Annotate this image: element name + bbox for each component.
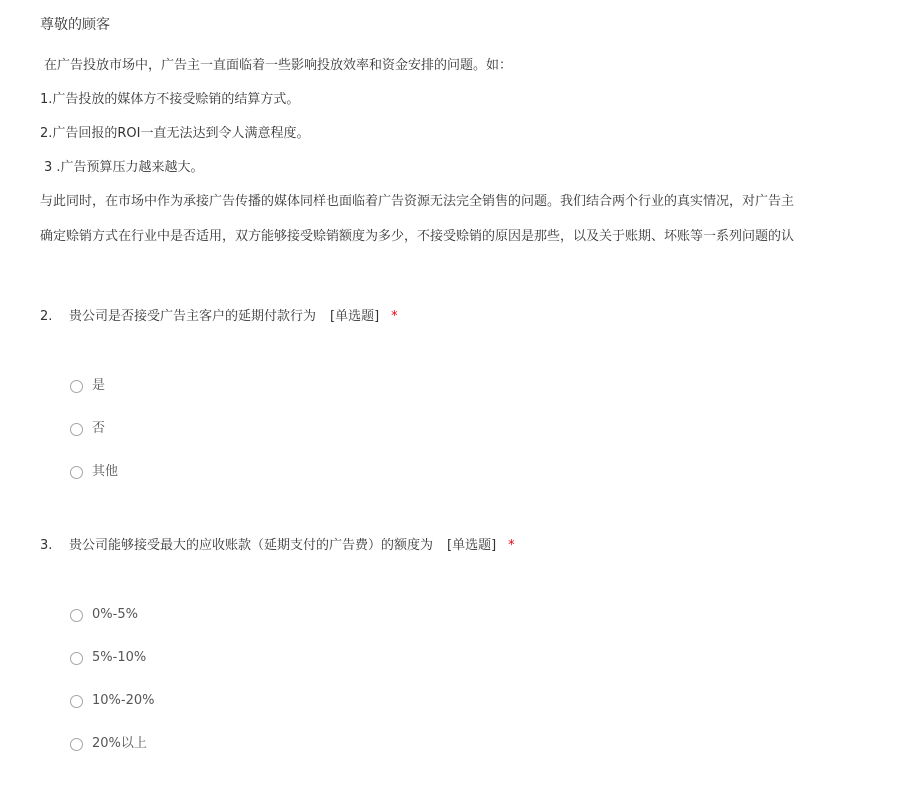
survey-intro — [40, 0, 900, 260]
question-number: 2. — [40, 309, 53, 324]
radio-icon[interactable] — [70, 466, 83, 479]
question-type-badge: [单选题] — [330, 309, 380, 324]
question-text: 贵公司是否接受广告主客户的延期付款行为 — [69, 309, 317, 324]
radio-icon[interactable] — [70, 652, 83, 665]
option-label: 其他 — [92, 464, 119, 479]
option-10-20[interactable] — [70, 691, 154, 711]
intro-paragraph: 1.广告投放的媒体方不接受赊销的结算方式。 — [40, 92, 300, 107]
option-no[interactable] — [70, 419, 105, 439]
option-0-5[interactable] — [70, 605, 138, 625]
option-yes[interactable] — [70, 376, 105, 396]
required-mark: * — [508, 538, 515, 553]
option-label: 否 — [92, 421, 106, 436]
option-5-10[interactable] — [70, 648, 146, 668]
radio-icon[interactable] — [70, 423, 83, 436]
option-label: 10%-20% — [92, 693, 155, 708]
radio-icon[interactable] — [70, 738, 83, 751]
question-title — [40, 307, 398, 327]
option-other[interactable] — [70, 462, 118, 482]
greeting-text: 尊敬的顾客 — [40, 17, 110, 33]
radio-icon[interactable] — [70, 695, 83, 708]
intro-paragraph: 确定赊销方式在行业中是否适用，双方能够接受赊销额度为多少，不接受赊销的原因是那些，以及关于账期、坏账等一系列问题的认 — [40, 229, 795, 244]
option-20-plus[interactable] — [70, 734, 147, 754]
radio-icon[interactable] — [70, 609, 83, 622]
question-3 — [40, 536, 900, 766]
option-label: 0%-5% — [92, 607, 138, 622]
question-title — [40, 536, 515, 556]
question-text: 贵公司能够接受最大的应收账款（延期支付的广告费）的额度为 — [69, 538, 434, 553]
intro-paragraph: 在广告投放市场中，广告主一直面临着一些影响投放效率和资金安排的问题。如： — [44, 58, 513, 73]
question-number: 3. — [40, 538, 53, 553]
option-label: 是 — [92, 378, 106, 393]
intro-paragraph: 3 .广告预算压力越来越大。 — [44, 160, 204, 175]
required-mark: * — [391, 309, 398, 324]
intro-paragraph: 与此同时，在市场中作为承接广告传播的媒体同样也面临着广告资源无法完全销售的问题。我们结合两个行业的真实情况，对广告主 — [40, 194, 795, 209]
question-type-badge: [单选题] — [447, 538, 497, 553]
radio-icon[interactable] — [70, 380, 83, 393]
question-2 — [40, 307, 900, 487]
intro-paragraph: 2.广告回报的ROI一直无法达到令人满意程度。 — [40, 126, 310, 141]
option-label: 20%以上 — [92, 736, 147, 751]
option-label: 5%-10% — [92, 650, 147, 665]
